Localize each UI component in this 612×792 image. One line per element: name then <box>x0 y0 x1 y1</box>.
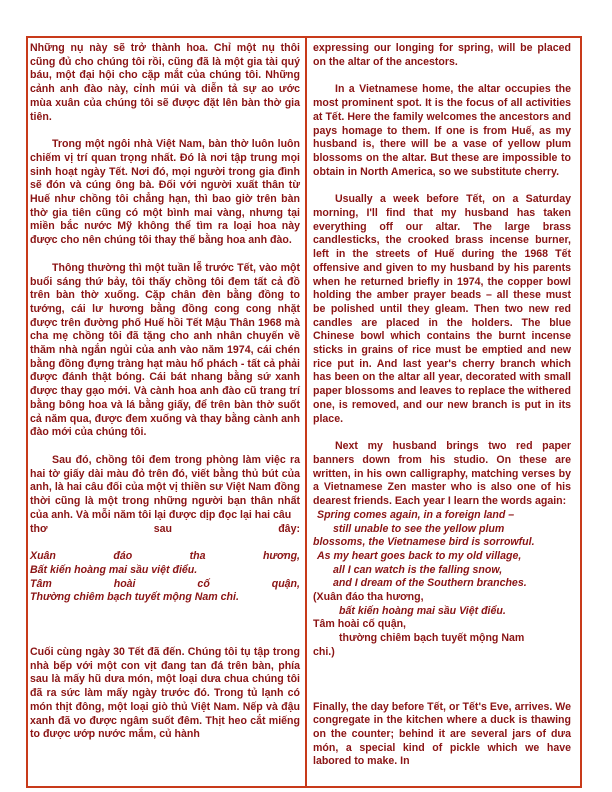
poem-line-3 <box>30 578 300 592</box>
word: Tâm <box>30 577 52 590</box>
left-paragraph-5: Cuối cùng ngày 30 Tết đã đến. Chúng tôi tụ tập trong nhà bếp với một con vịt đang tan đá trên bàn, phía sau là mấy hũ dưa món, một loại dưa chua chúng tôi đã ra sức làm mấy ngày trước đó. Trong tủ lạnh có món thịt đông, một loại giò thủ Việt Nam. Nếp và đậu xanh đã vo được ngâm suốt đêm. Thịt heo cắt miếng to được ướp nước mắm, củ hành <box>30 646 300 741</box>
right-paragraph-4: Next my husband brings two red paper banners down from his studio. On these are written, in his own calligraphy, matching verses by a Vietnamese Zen master who is also one of his dearest friends. Each year I learn the words again: <box>313 440 571 508</box>
poem-line: thường chiêm bạch tuyết mộng Nam <box>339 632 525 645</box>
poem-line-1 <box>30 550 300 564</box>
word: hoài <box>113 577 136 590</box>
right-paragraph-2: In a Vietnamese home, the altar occupies the most prominent spot. It is the focus of all activities at Tết. Here the family welcomes the ancestors and pays homage to them. If one is from Huế, as my husband is, there will be a vase of yellow plum blossoms on the altar. But these are impossible to obtain in North America, so we substitute cherry. <box>313 83 571 178</box>
right-paragraph-3: Usually a week before Tết, on a Saturday morning, I'll find that my husband has taken everything off our altar. The large brass candlesticks, the crooked brass incense burner, left in the streets of Huế during the 1968 Tết offensive and given to my husband by his parents when he returned briefly in 1974, the copper bowl holding the amber prayer beads – all these must be polished until they gleam. Then two new red candles are placed in the holders. The blue Chinese bowl which contains the burnt incense sticks in grains of rice must be emptied and new rice put in. And last year's cherry branch which has been on the altar all year, decorated with small paper blossoms and leaves to replace the withered one, is removed, and our new branch is put in its place. <box>313 193 571 425</box>
poem-line: Tâm hoài cố quận, <box>313 618 407 631</box>
english-column <box>313 42 571 769</box>
poem-line: blossoms, the Vietnamese bird is sorrowful. <box>313 536 535 549</box>
poem-line: As my heart goes back to my old village, <box>317 549 522 562</box>
poem-line-4: Thường chiêm bạch tuyết mộng Nam chi. <box>30 591 239 604</box>
left-paragraph-2: Trong một ngôi nhà Việt Nam, bàn thờ luôn luôn chiếm vị trí quan trọng nhất. Đó là nơi tập trung mọi sinh hoạt ngày Tết. Nơi đó, mọi người trong gia đình sẽ đón và cúng ông bà. Đối với người xuất thân từ Huế như chồng tôi chẳng hạn, thì bao giờ trên bàn thờ gia tiên cũng có một bình mai vàng, nhưng tại miền bắc nước Mỹ không thể tìm ra loại hoa này được cho nên chúng tôi thay thế bằng hoa anh đào. <box>30 138 300 247</box>
vietnamese-poem <box>313 591 571 660</box>
poem-line: chi.) <box>313 645 335 658</box>
left-paragraph-1: Những nụ này sẽ trở thành hoa. Chỉ một nụ thôi cũng đủ cho chúng tôi rồi, cũng đã là một gia tài quý báu, một đại hội cho cặp mắt của chúng tôi. Những cảnh anh đào này, cỉnh múi và diễn tả sự ao ước mùa xuân của chúng tôi sẽ được đặt lên bàn thờ gia tiên. <box>30 42 300 123</box>
column-divider <box>305 36 307 788</box>
poem-line: Spring comes again, in a foreign land – <box>317 508 515 521</box>
poem-line: bất kiến hoàng mai sầu Việt điểu. <box>339 604 506 617</box>
left-paragraph-4-last-line <box>30 523 300 537</box>
word: tha <box>189 550 206 563</box>
poem-line: and I dream of the Southern branches. <box>333 577 527 590</box>
right-paragraph-5: Finally, the day before Tết, or Tết's Eve, arrives. We congregate in the kitchen where a duck is thawing on the counter; behind it are several jars of dưa món, a special kind of pickle which we have labored to make. In <box>313 700 571 768</box>
vietnamese-column <box>30 42 300 742</box>
poem-line-2: Bất kiến hoàng mai sầu việt điểu. <box>30 563 198 576</box>
left-paragraph-4: Sau đó, chồng tôi đem trong phòng làm việc ra hai tờ giấy dài màu đỏ trên đó, viết bằng thủ bút của anh, là hai câu đối của một vị thiền sư Việt Nam đồng thời cũng là một trong những người bạn thân nhất của anh. Và mỗi năm tôi lại được dịp đọc lại hai câu <box>30 453 300 521</box>
word: đây: <box>278 522 300 535</box>
left-paragraph-3: Thông thường thì một tuần lễ trước Tết, vào một buổi sáng thứ bảy, tôi thấy chồng tôi đem tất cả đồ trên bàn thờ xuống. Cặp chân đèn bằng đồng to tướng, cái lư hương bằng đồng cong cong nhặt được trên đường phố Huế hồi Tết Mậu Thân 1968 mà cha mẹ chồng tôi đã tặng cho anh nhân chuyến về thăm nhà ngắn ngủi của anh vào năm 1974, cái chén bằng đồng đựng tràng hạt màu hổ phách - tất cả phải được đánh thật bóng. Cái bát nhang bằng sứ xanh được thay gạo mới. Và cành hoa anh đào cũ trang trí bằng bông hoa và lá bằng giấy, để trên bàn thờ suốt cả năm qua, được đem xuống và thay bằng cành anh đào mới của chúng tôi. <box>30 261 300 439</box>
right-paragraph-1: expressing our longing for spring, will be placed on the altar of the ancestors. <box>313 42 571 68</box>
word: cố <box>197 577 210 590</box>
word: đáo <box>113 550 133 563</box>
poem-line: still unable to see the yellow plum <box>333 522 505 535</box>
word: quận, <box>271 577 300 590</box>
poem-line: all I can watch is the falling snow, <box>333 563 503 576</box>
left-poem <box>30 550 300 605</box>
poem-line: (Xuân đáo tha hương, <box>313 591 424 604</box>
word: sau <box>153 522 172 535</box>
word: Xuân <box>30 550 56 563</box>
word: hương, <box>262 550 300 563</box>
word: thơ <box>30 522 48 535</box>
english-poem <box>313 509 571 591</box>
